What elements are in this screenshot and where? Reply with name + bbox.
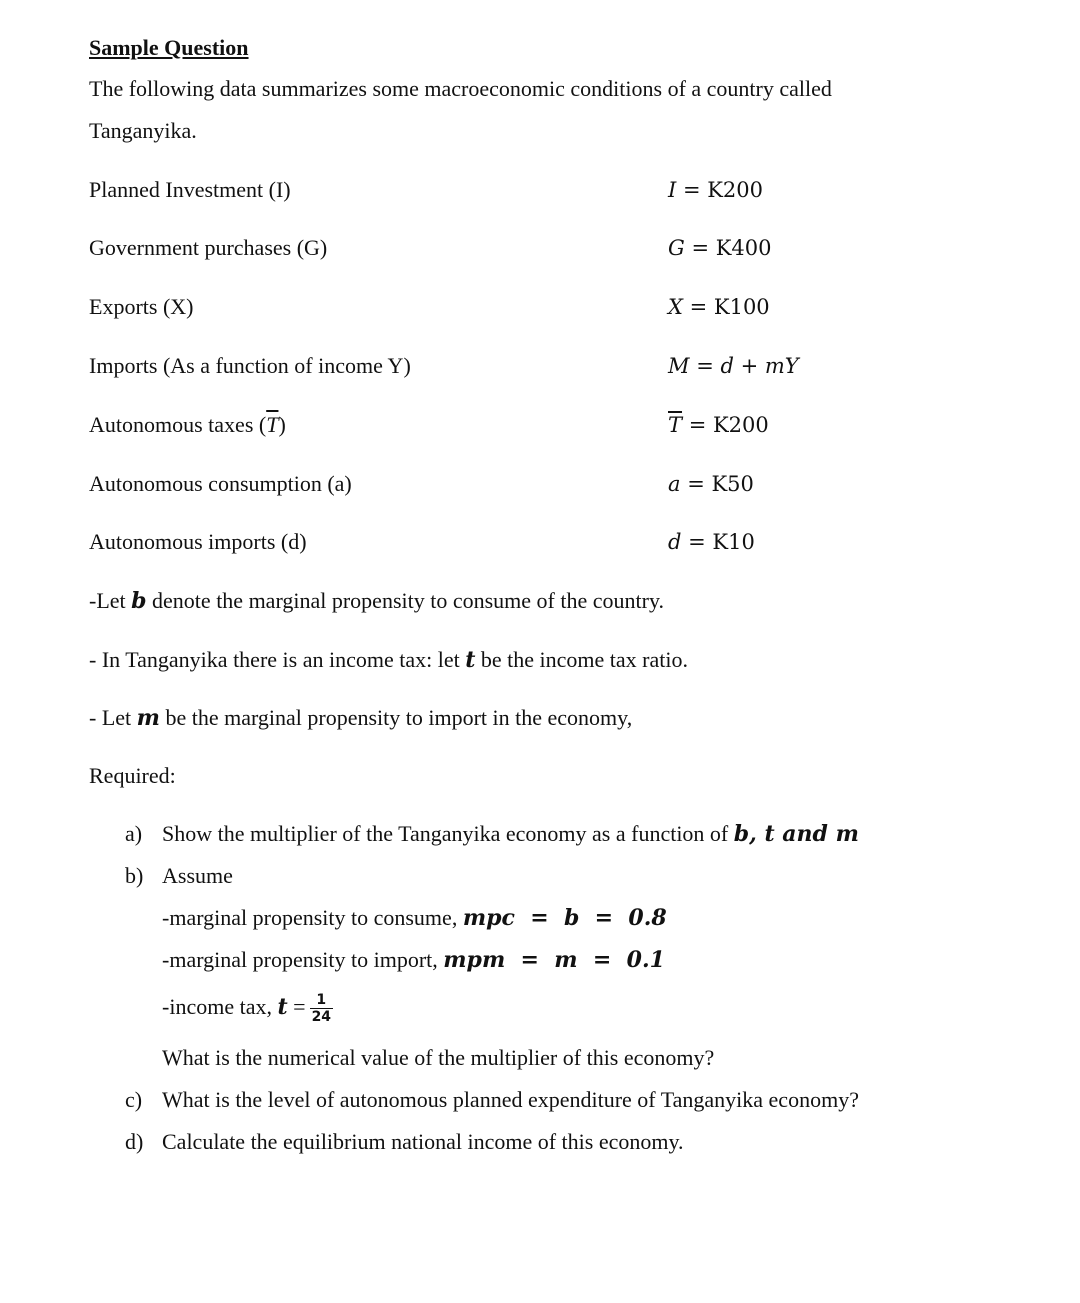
assume-equals: =: [287, 994, 306, 1019]
row-symbol: X: [668, 295, 683, 319]
row-label-imports: Imports (As a function of income Y): [89, 353, 411, 378]
row-label-autonomous-imports: Autonomous imports (d): [89, 529, 307, 554]
row-value-government: [668, 235, 772, 261]
note-t: [89, 647, 688, 673]
intro-line-1: The following data summarizes some macroeconomic conditions of a country called: [89, 76, 832, 101]
row-label-investment: Planned Investment (I): [89, 177, 291, 202]
row-symbol: d: [668, 530, 682, 554]
row-equation: = K200: [682, 413, 769, 437]
row-label-government: Government purchases (G): [89, 235, 328, 260]
page-title: Sample Question: [89, 35, 249, 60]
row-equation: = K100: [682, 295, 770, 319]
row-value-exports: [668, 294, 770, 320]
question-b-question: What is the numerical value of the multiplier of this economy?: [162, 1045, 715, 1070]
row-symbol: G: [668, 236, 685, 260]
note-text: denote the marginal propensity to consume of the country.: [146, 588, 665, 613]
note-variable: m: [136, 705, 160, 731]
note-text: - Let: [89, 705, 137, 730]
row-equation: = K50: [680, 472, 754, 496]
row-value-consumption: [668, 471, 754, 497]
row-equation: = K10: [681, 530, 755, 554]
assume-expression: mpc = b = 0.8: [462, 905, 667, 931]
question-c: What is the level of autonomous planned expenditure of Tanganyika economy?: [162, 1087, 859, 1112]
row-label-exports: Exports (X): [89, 294, 194, 319]
question-a: [162, 821, 859, 847]
assume-text: -income tax,: [162, 994, 278, 1019]
row-label-consumption: Autonomous consumption (a): [89, 471, 352, 496]
note-text: be the income tax ratio.: [475, 647, 688, 672]
row-symbol: a: [668, 472, 681, 496]
row-equation: = K400: [684, 236, 772, 260]
label-symbol: $\overline{T}$: [266, 412, 279, 437]
assume-text: -marginal propensity to import,: [162, 947, 444, 972]
row-value-autonomous-imports: [668, 529, 755, 555]
row-value-imports: [668, 353, 799, 379]
required-heading: Required:: [89, 763, 176, 788]
note-variable: b: [131, 588, 147, 614]
note-text: -Let: [89, 588, 132, 613]
question-text: Show the multiplier of the Tanganyika economy as a function of: [162, 821, 734, 846]
row-symbol: M: [668, 354, 690, 378]
question-c-marker: c): [125, 1087, 143, 1112]
assume-expression: mpm = m = 0.1: [443, 947, 665, 973]
fraction-numerator: 1: [310, 992, 333, 1009]
question-d-marker: d): [125, 1129, 144, 1154]
assume-mpc: [162, 905, 667, 931]
intro-line-2: Tanganyika.: [89, 118, 197, 143]
question-d: Calculate the equilibrium national income of this economy.: [162, 1129, 684, 1154]
label-text: Autonomous taxes (: [89, 412, 267, 437]
question-b-text: Assume: [162, 863, 233, 888]
row-symbol: $\overline{T}$: [668, 413, 683, 437]
note-text: - In Tanganyika there is an income tax: let: [89, 647, 466, 672]
assume-tax: [162, 990, 333, 1025]
row-equation: = K200: [676, 178, 764, 202]
row-equation: = d + mY: [689, 354, 799, 378]
tax-fraction: [310, 992, 333, 1025]
assume-mpm: [162, 947, 665, 973]
note-variable: t: [465, 647, 476, 673]
row-value-investment: [668, 177, 763, 203]
row-label-taxes: [89, 412, 286, 438]
row-value-taxes: [668, 412, 769, 438]
question-b-marker: b): [125, 863, 144, 888]
note-b: [89, 588, 664, 614]
row-symbol: I: [668, 178, 677, 202]
assume-text: -marginal propensity to consume,: [162, 905, 463, 930]
note-text: be the marginal propensity to import in the economy,: [159, 705, 633, 730]
label-text: ): [278, 412, 286, 437]
question-variables: b, t and m: [733, 821, 859, 847]
fraction-denominator: 24: [311, 1009, 332, 1026]
question-a-marker: a): [125, 821, 143, 846]
note-m: [89, 705, 632, 731]
assume-variable: t: [277, 994, 288, 1020]
